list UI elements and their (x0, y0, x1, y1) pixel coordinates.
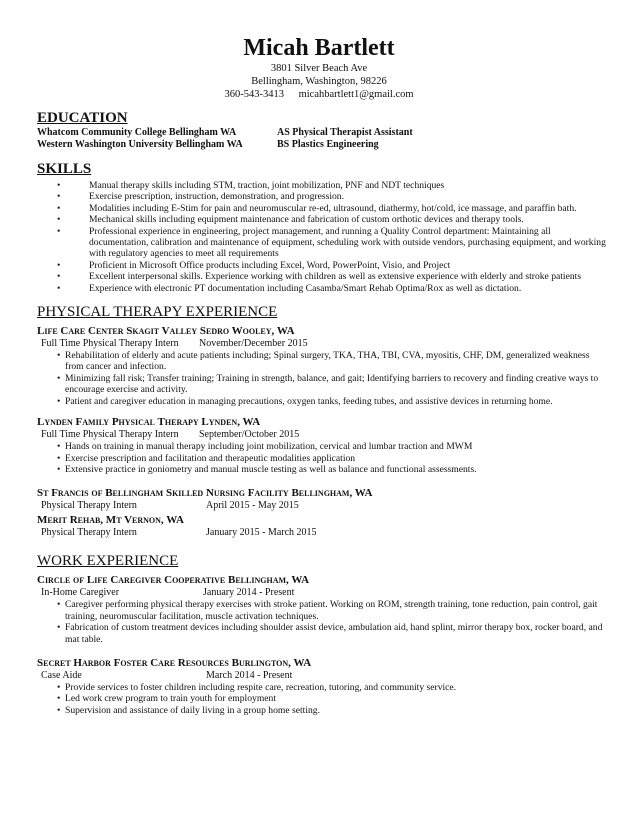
skill-item: • Excellent interpersonal skills. Experience working with children as well as extensive experience with elderly and stroke patients (37, 271, 608, 282)
work-experience-heading: WORK EXPERIENCE (37, 553, 179, 570)
skill-item: • Modalities including E-Stim for pain and neuromuscular re-ed, ultrasound, diathermy, hot/cold, ice massage, and paraffin bath. (37, 203, 608, 214)
resume-body (37, 104, 608, 716)
job-role: Full Time Physical Therapy Intern (41, 429, 179, 441)
job-role: Physical Therapy Intern (41, 527, 137, 539)
street-address: 3801 Silver Beach Ave (270, 63, 368, 74)
job-dates: September/October 2015 (199, 429, 300, 441)
skill-item: • Mechanical skills including equipment maintenance and fabrication of custom orthotic devices and therapy tools. (37, 214, 608, 225)
duty-item: • Fabrication of custom treatment devices including shoulder assist device, ambulation aid, hand splint, mirror therapy box, rocker board, and mat table. (37, 622, 608, 645)
skill-item: • Professional experience in engineering, project management, and running a Quality Control department: Maintaining all documentation, calibration and maintenance of equipment, scheduling work with outside vendors, purchasing equipment, and working with regulatory agencies to meet all requirements (37, 226, 608, 260)
employer-name: Circle of Life Caregiver Cooperative Bellingham, WA (37, 574, 310, 587)
skills-heading: SKILLS (37, 161, 92, 177)
job-dates: November/December 2015 (199, 338, 308, 350)
skill-item: • Experience with electronic PT documentation including Casamba/Smart Rehab Optima/Rox as well as dictation. (37, 283, 608, 294)
role-line (41, 338, 608, 350)
job-dates: March 2014 - Present (206, 669, 293, 681)
role-line (41, 500, 608, 512)
duties-list (37, 441, 608, 475)
skills-list (37, 180, 608, 294)
contact-line (0, 88, 638, 101)
job-dates: April 2015 - May 2015 (206, 500, 299, 512)
education-heading: EDUCATION (37, 110, 128, 126)
duty-item: • Rehabilitation of elderly and acute patients including; Spinal surgery, TKA, THA, TBI, CVA, myositis, CHF, DM, generalized weakness from cancer and infection. (37, 350, 608, 373)
duty-item: • Hands on training in manual therapy including joint mobilization, cervical and lumbar traction and MWM (37, 441, 608, 452)
employer-name: Merit Rehab, Mt Vernon, WA (37, 514, 184, 527)
degree-name: AS Physical Therapist Assistant (277, 127, 413, 138)
job-role: In-Home Caregiver (41, 587, 120, 599)
duty-item: • Led work crew program to train youth for employment (37, 693, 608, 704)
duty-item: • Caregiver performing physical therapy exercises with stroke patient. Working on ROM, strength training, tone reduction, pain control, gait training, neuromuscular facilitation, muscle activation techniques. (37, 599, 608, 622)
employer-name: Lynden Family Physical Therapy Lynden, WA (37, 416, 261, 429)
duties-list (37, 599, 608, 645)
duty-item: • Provide services to foster children including respite care, recreation, tutoring, and community service. (37, 682, 608, 693)
job-dates: January 2015 - March 2015 (206, 527, 317, 539)
duties-list (37, 682, 608, 716)
duty-item: • Patient and caregiver education in managing precautions, oxygen tanks, feeding tubes, and assistive devices in returning home. (37, 396, 608, 407)
education-row (37, 127, 608, 139)
job-role: Case Aide (41, 669, 82, 681)
skill-item: • Exercise prescription, instruction, demonstration, and progression. (37, 191, 608, 202)
job-role: Physical Therapy Intern (41, 500, 137, 512)
education-row (37, 139, 608, 151)
duty-item: • Supervision and assistance of daily living in a group home setting. (37, 705, 608, 716)
role-line (41, 527, 608, 539)
duty-item: • Minimizing fall risk; Transfer training; Training in strength, balance, and gait; Identifying barriers to recovery and finding creative ways to encourage exercise and activity. (37, 373, 608, 396)
candidate-name: Micah Bartlett (243, 35, 395, 61)
role-line (41, 587, 608, 599)
resume-header (0, 0, 638, 101)
pt-experience-heading: PHYSICAL THERAPY EXPERIENCE (37, 304, 278, 321)
skill-item: • Manual therapy skills including STM, traction, joint mobilization, PNF and NDT techniques (37, 180, 608, 191)
duty-item: • Extensive practice in goniometry and manual muscle testing as well as balance and functional assessments. (37, 464, 608, 475)
duty-item: • Exercise prescription and facilitation and therapeutic modalities application (37, 453, 608, 464)
job-role: Full Time Physical Therapy Intern (41, 338, 179, 350)
employer-name: Secret Harbor Foster Care Resources Burlington, WA (37, 656, 312, 669)
skill-item: • Proficient in Microsoft Office products including Excel, Word, PowerPoint, Visio, and Project (37, 260, 608, 271)
role-line (41, 429, 608, 441)
city-address: Bellingham, Washington, 98226 (251, 76, 387, 87)
school-name: Whatcom Community College Bellingham WA (37, 127, 237, 138)
degree-name: BS Plastics Engineering (277, 139, 379, 150)
role-line (41, 670, 608, 682)
email-address: micahbartlett1@gmail.com (298, 89, 414, 100)
job-dates: January 2014 - Present (203, 587, 295, 599)
duties-list (37, 350, 608, 407)
phone-number: 360-543-3413 (224, 89, 284, 100)
school-name: Western Washington University Bellingham WA (37, 139, 243, 150)
employer-name: St Francis of Bellingham Skilled Nursing Facility Bellingham, WA (37, 487, 373, 500)
employer-name: Life Care Center Skagit Valley Sedro Wooley, WA (37, 325, 295, 338)
